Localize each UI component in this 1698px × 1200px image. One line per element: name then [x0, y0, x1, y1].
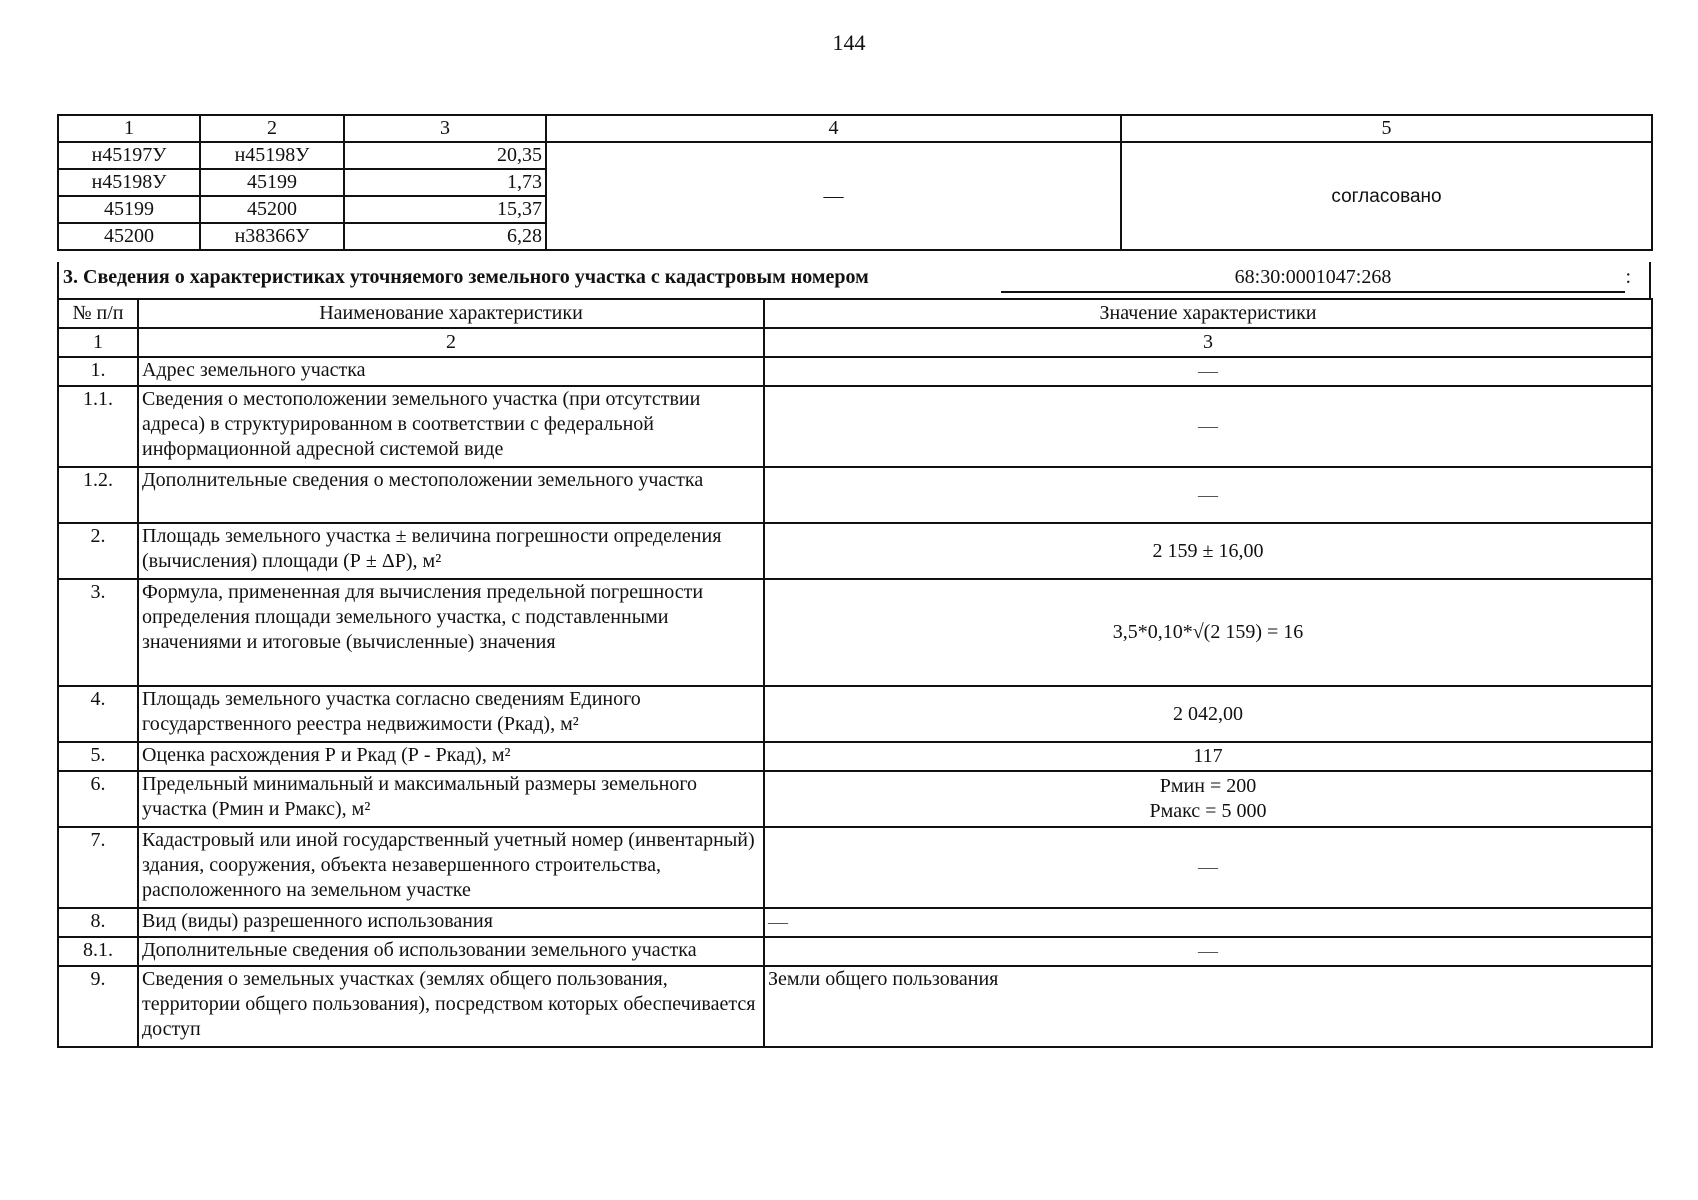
- characteristic-name: Площадь земельного участка согласно сведениям Единого государственного реестра недвижимости (Ркад), м²: [138, 686, 764, 742]
- characteristic-name: Дополнительные сведения о местоположении земельного участка: [138, 467, 764, 523]
- characteristic-value: —: [764, 386, 1652, 467]
- characteristic-name: Предельный минимальный и максимальный размеры земельного участка (Рмин и Рмакс), м²: [138, 771, 764, 827]
- row-number: 4.: [58, 686, 138, 742]
- characteristic-name: Сведения о местоположении земельного участка (при отсутствии адреса) в структурированном в соответствии с федеральной информационной адресной системой виде: [138, 386, 764, 467]
- point-to: н45198У: [200, 142, 344, 169]
- row-number: 8.: [58, 908, 138, 937]
- header-cell: Значение характеристики: [764, 299, 1652, 328]
- boundary-table-header: [58, 115, 1652, 142]
- row-number: 7.: [58, 827, 138, 908]
- distance: 1,73: [344, 169, 546, 196]
- index-cell: 2: [138, 328, 764, 357]
- table-row: [58, 579, 1652, 686]
- point-from: 45199: [58, 196, 200, 223]
- characteristic-value: 3,5*0,10*√(2 159) = 16: [764, 579, 1652, 686]
- point-to: 45199: [200, 169, 344, 196]
- characteristics-header: [58, 299, 1652, 328]
- characteristic-value: 2 042,00: [764, 686, 1652, 742]
- characteristic-name: Дополнительные сведения об использовании земельного участка: [138, 937, 764, 966]
- header-cell: Наименование характеристики: [138, 299, 764, 328]
- table-row: [58, 357, 1652, 386]
- table-row: [58, 908, 1652, 937]
- table-row: [58, 523, 1652, 579]
- header-cell: 1: [58, 115, 200, 142]
- section-heading: [57, 262, 1651, 298]
- col4-value: —: [546, 142, 1121, 250]
- characteristic-value: —: [764, 357, 1652, 386]
- row-number: 6.: [58, 771, 138, 827]
- table-row: [58, 467, 1652, 523]
- page-number: 144: [832, 30, 866, 55]
- row-number: 1.1.: [58, 386, 138, 467]
- index-cell: 3: [764, 328, 1652, 357]
- distance: 6,28: [344, 223, 546, 250]
- row-number: 9.: [58, 966, 138, 1047]
- point-from: н45197У: [58, 142, 200, 169]
- table-row: [58, 966, 1652, 1047]
- characteristics-table: [57, 298, 1653, 1048]
- characteristic-value: —: [764, 467, 1652, 523]
- characteristic-value: —: [764, 908, 1652, 937]
- index-row: [58, 328, 1652, 357]
- header-cell: 4: [546, 115, 1121, 142]
- characteristic-value: —: [764, 937, 1652, 966]
- characteristic-name: Адрес земельного участка: [138, 357, 764, 386]
- characteristic-name: Вид (виды) разрешенного использования: [138, 908, 764, 937]
- characteristic-name: Кадастровый или иной государственный учетный номер (инвентарный) здания, сооружения, объекта незавершенного строительства, расположенного на земельном участке: [138, 827, 764, 908]
- min-size-value: Рмин = 200: [1159, 775, 1257, 797]
- table-row: [58, 742, 1652, 771]
- row-number: 5.: [58, 742, 138, 771]
- header-cell: № п/п: [58, 299, 138, 328]
- point-from: 45200: [58, 223, 200, 250]
- index-cell: 1: [58, 328, 138, 357]
- characteristic-name: Площадь земельного участка ± величина погрешности определения (вычисления) площади (Р ± ΔР), м²: [138, 523, 764, 579]
- table-row: [58, 771, 1652, 827]
- row-number: 1.: [58, 357, 138, 386]
- characteristic-value: —: [764, 827, 1652, 908]
- table-row: [58, 686, 1652, 742]
- header-cell: 2: [200, 115, 344, 142]
- row-number: 2.: [58, 523, 138, 579]
- point-to: 45200: [200, 196, 344, 223]
- characteristic-value: 2 159 ± 16,00: [764, 523, 1652, 579]
- row-number: 8.1.: [58, 937, 138, 966]
- approval-status: согласовано: [1121, 142, 1652, 250]
- row-number: 1.2.: [58, 467, 138, 523]
- section-title: 3. Сведения о характеристиках уточняемого земельного участка с кадастровым номером: [63, 266, 869, 288]
- characteristic-name: Оценка расхождения Р и Ркад (Р - Ркад), м²: [138, 742, 764, 771]
- cadastral-number: 68:30:0001047:268: [1001, 265, 1625, 293]
- header-cell: 5: [1121, 115, 1652, 142]
- table-row: [58, 937, 1652, 966]
- characteristic-name: Сведения о земельных участках (землях общего пользования, территории общего пользования), посредством которых обеспечивается доступ: [138, 966, 764, 1047]
- characteristic-value: 117: [764, 742, 1652, 771]
- point-to: н38366У: [200, 223, 344, 250]
- characteristic-name: Формула, примененная для вычисления предельной погрешности определения площади земельного участка, с подставленными значениями и итоговые (вычисленные) значения: [138, 579, 764, 686]
- distance: 20,35: [344, 142, 546, 169]
- boundary-table: [57, 114, 1653, 251]
- row-number: 3.: [58, 579, 138, 686]
- table-row: [58, 142, 1652, 169]
- distance: 15,37: [344, 196, 546, 223]
- characteristic-value: [764, 771, 1652, 827]
- max-size-value: Рмакс = 5 000: [1149, 800, 1267, 822]
- header-cell: 3: [344, 115, 546, 142]
- table-row: [58, 827, 1652, 908]
- table-row: [58, 386, 1652, 467]
- point-from: н45198У: [58, 169, 200, 196]
- section-colon: :: [1625, 266, 1631, 288]
- characteristic-value: Земли общего пользования: [764, 966, 1652, 1047]
